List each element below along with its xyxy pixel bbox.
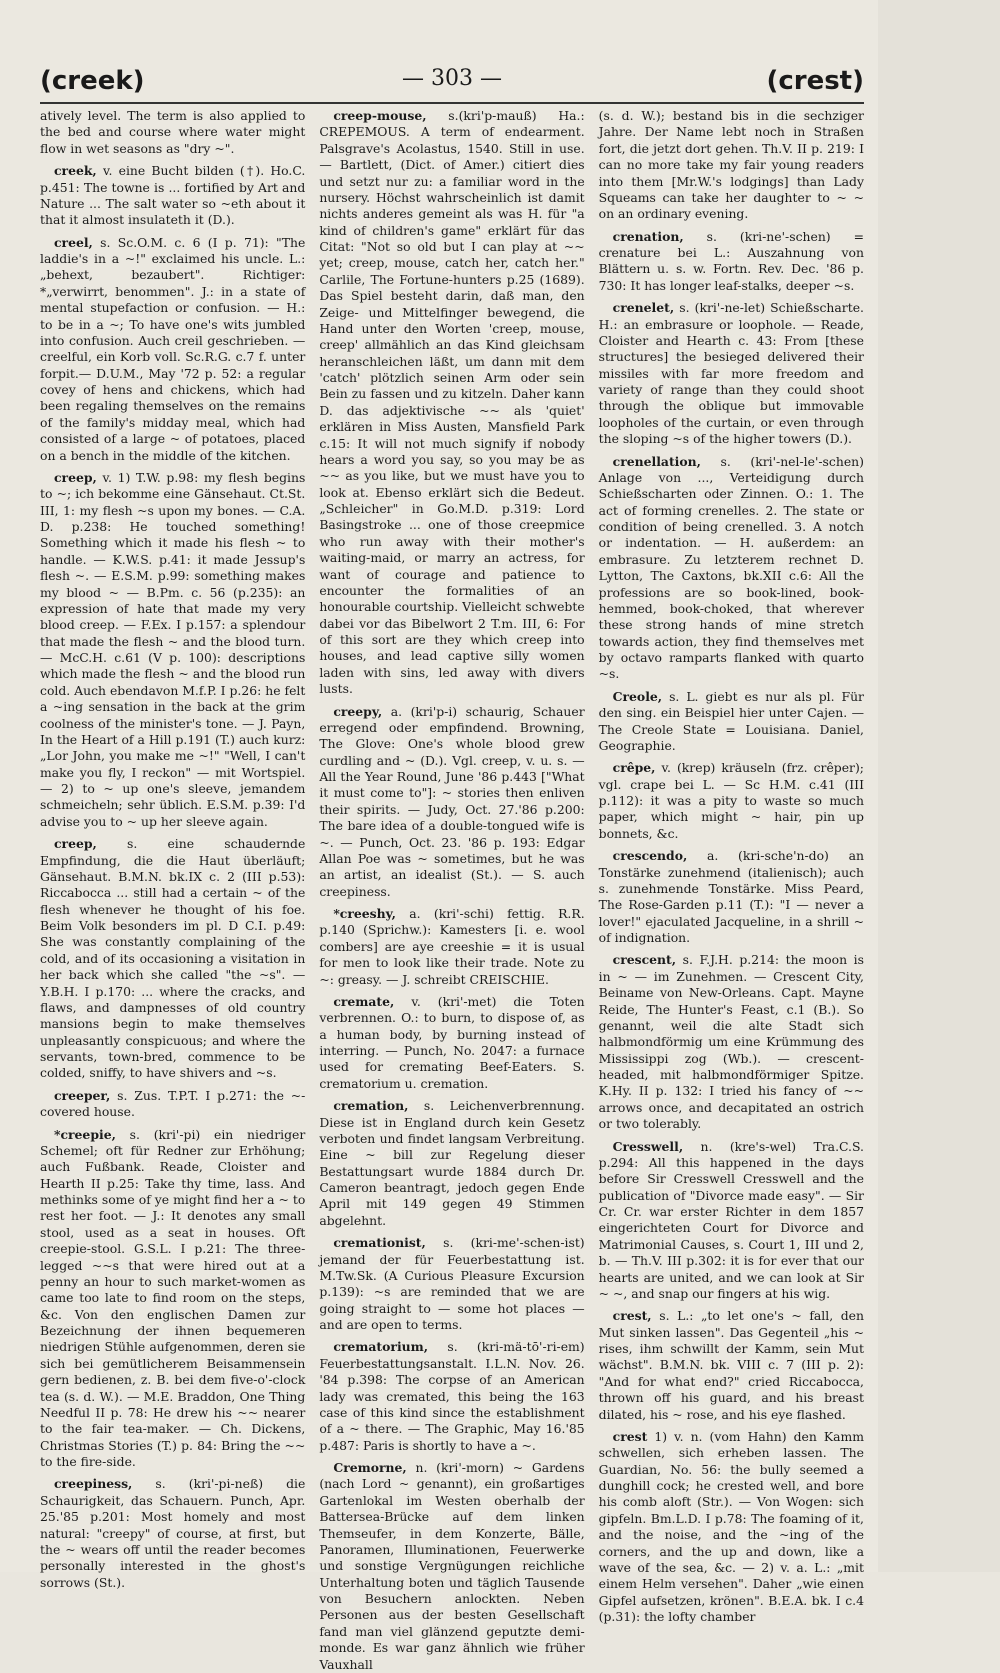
entry-text: atively level. The term is also applied to the bed and course where water might flow in wet seasons as "dry ~". [40, 108, 306, 156]
dictionary-entry [319, 704, 584, 901]
entry-text: 1) v. n. (vom Hahn) den Kamm schwellen, sich erheben lassen. The Guardian, No. 56: the bully seemed a dunghill cock; he crested well, and bore his comb aloft (Str.). — Von Wogen: sich gipfeln. Bm.L.D. I p.78: The foaming of it, and the noise, and the ~ing of the corners, and the up and down, like a wave of the sea, &c. — 2) v. a. L.: „mit einem Helm versehen". Daher „wie einen Gipfel aufsetzen, krönen". B.E.A. bk. I c.4 (p.31): the lofty chamber [598, 1428, 864, 1624]
dictionary-entry [319, 1339, 584, 1454]
left-running-head: (creek) [40, 66, 145, 96]
entry-text: a. (kri'p-i) schaurig, Schauer erregend oder empfindend. Browning, The Glove: One's whole blood grew curdling and ~ (D.). Vgl. creep, v. u. s. — All the Year Round, June '86 p.443 ["What it must come to"]: ~ stories then enliven their spirits. — Judy, Oct. 27.'86 p.200: The bare idea of a double-tongued wife is ~. — Punch, Oct. 23. '86 p. 193: Edgar Allan Poe was ~ sometimes, but he was an artist, an idealist (St.). — S. auch creepiness. [319, 703, 585, 899]
entry-headword: crenelet, [612, 300, 675, 316]
dictionary-entry [599, 300, 864, 447]
entry-text: s. (kri-mä-tō'-ri-em) Feuerbestattungsanstalt. I.L.N. Nov. 26. '84 p.398: The corpse of an American lady was cremated, this being the 163 case of this kind since the establishment of a ~ there. — The Graphic, May 16.'85 p.487: Paris is shortly to have a ~. [319, 1339, 585, 1453]
entry-headword: cremate, [333, 993, 395, 1009]
entry-headword: Cremorne, [333, 1460, 407, 1475]
entry-text: v. (krep) kräuseln (frz. crêper); vgl. crape bei L. — Sc H.M. c.41 (III p.112): it was a pity to waste so much paper, which might ~ hair, pin up bonnets, &c. [598, 760, 864, 841]
page-margin [878, 0, 1000, 1572]
entry-headword: creep, [54, 469, 97, 485]
entry-headword: Creole, [612, 688, 663, 704]
entry-text: s. (kri-ne'-schen) = crenature bei L.: Auszahnung von Blättern u. s. w. Fortn. Rev. Dec. '86 p. 730: It has longer leaf-stalks, deeper ~s. [598, 228, 864, 293]
dictionary-entry [40, 108, 305, 157]
dictionary-entry [599, 848, 864, 946]
dictionary-entry [599, 1139, 864, 1303]
entry-headword: Cresswell, [612, 1138, 684, 1154]
entry-text: s. (kri-me'-schen-ist) jemand der für Feuerbestattung ist. M.Tw.Sk. (A Curious Pleasure Excursion p.139): ~s are reminded that we are going straight to — some hot places — and are open to terms. [319, 1235, 585, 1332]
dictionary-entry [40, 163, 305, 229]
entry-text: s. F.J.H. p.214: the moon is in ~ — im Zunehmen. — Crescent City, Beiname von New-Orleans. Capt. Mayne Reide, The Hunter's Feast, c.1 (B.). So genannt, weil die alte Stadt sich halbmondförmig um eine Krümmung des Mississippi zog (Wb.). — crescent-headed, mit halbmondförmiger Spitze. K.Hy. II p. 132: I tried his fancy of ~~ arrows once, and decapitated an ostrich or two tolerably. [598, 952, 864, 1132]
entry-headword: crenellation, [612, 453, 701, 469]
entry-headword: creep, [54, 836, 97, 852]
entry-text: s. L.: „to let one's ~ fall, den Mut sinken lassen". Das Gegenteil „his ~ rises, ihm schwillt der Kamm, sein Mut wächst". B.M.N. bk. VIII c. 7 (III p. 2): "And for what end?" cried Riccabocca, thrown off his guard, and his breast dilated, his ~ rose, and his eye flashed. [598, 1308, 864, 1422]
right-running-head: (crest) [766, 66, 864, 96]
entry-text: v. eine Bucht bilden (†). Ho.C. p.451: The towne is ... fortified by Art and Nature ... The salt water so ~eth about it that it almost insulateth it (D.). [40, 163, 306, 228]
entry-headword: crêpe, [612, 760, 656, 776]
dictionary-entry [599, 689, 864, 755]
dictionary-entry [319, 1460, 584, 1673]
entry-text: n. (kre's-wel) Tra.C.S. p.294: All this happened in the days before Sir Cresswell Cresswell and the publication of "Divorce made easy". — Sir Cr. Cr. war erster Richter in dem 1857 eingerichteten Court for Divorce and Matrimonial Causes, s. Court 1, III und 2, b. — Th.V. III p.302: it is for ever that our hearts are united, and we can look at Sir ~ ~, and snap our fingers at his wig. [598, 1138, 864, 1301]
entry-headword: creeper, [54, 1087, 111, 1103]
column-3 [598, 108, 864, 1624]
column-2 [319, 108, 585, 1672]
entry-headword: creek, [54, 163, 97, 179]
entry-text: a. (kri'-schi) fettig. R.R. p.140 (Sprichw.): Kamesters [i. e. wool combers] are aye creeshie = it is usual for men to look like their trade. Note zu ~: greasy. — J. schreibt CREISCHIE. [319, 906, 585, 987]
dictionary-entry [40, 470, 305, 830]
text-columns [40, 108, 864, 1672]
entry-text: v. (kri'-met) die Toten verbrennen. O.: to burn, to dispose of, as a human body, by burning instead of interring. — Punch, No. 2047: a furnace used for cremating Beef-Eaters. S. crematorium u. cremation. [319, 993, 585, 1091]
entry-headword: crenation, [612, 228, 684, 244]
entry-headword: creel, [54, 234, 93, 250]
dictionary-entry [599, 952, 864, 1132]
entry-text: s. L. giebt es nur als pl. Für den sing. ein Beispiel hier unter Cajen. — The Creole State = Louisiana. Daniel, Geographie. [598, 688, 864, 753]
entry-headword: crescent, [612, 952, 677, 968]
entry-headword: cremationist, [333, 1235, 426, 1251]
entry-headword: *creepie, [54, 1126, 116, 1142]
header-rule [40, 102, 864, 104]
dictionary-entry [40, 836, 305, 1082]
entry-text: s. Leichenverbrennung. Diese ist in England durch kein Gesetz verboten und findet langsam Verbreitung. Eine ~ bill zur Regelung dieser Bestattungsart wurde 1884 durch Dr. Cameron beantragt, jedoch gegen Ende April mit 149 gegen 49 Stimmen abgelehnt. [319, 1098, 585, 1228]
dictionary-entry [319, 906, 584, 988]
entry-headword: cremation, [333, 1098, 409, 1114]
dictionary-entry [40, 1127, 305, 1471]
entry-text: s. (kri'-pi) ein niedriger Schemel; oft für Redner zur Erhöhung; auch Fußbank. Reade, Cloister and Hearth II p.25: Take thy time, lass. And methinks some of ye might find her a ~ to rest her foot. — J.: It denotes any small stool, used as a seat in houses. Oft creepie-stool. G.S.L. I p.21: The three-legged ~~s that were hired out at a penny an hour to such market-women as came too late to find room on the steps, &c. Von den englischen Damen zur Bezeichnung der ihnen bequemeren niedrigen Stühle aufgenommen, deren sie sich bei gemütlicherem Beisammensein gern bedienen, z. B. bei dem five-o'-clock tea (s. d. W.). — M.E. Braddon, One Thing Needful II p. 78: He drew his ~~ nearer to the fair tea-maker. — Ch. Dickens, Christmas Stories (T.) p. 84: Bring the ~~ to the fire-side. [40, 1126, 306, 1469]
column-1 [40, 108, 306, 1590]
dictionary-entry [40, 1476, 305, 1591]
entry-text: (s. d. W.); bestand bis in die sechziger Jahre. Der Name lebt noch in Straßen fort, die jetzt dort gehen. Th.V. II p. 219: I can no more take my fair young readers into them [Mr.W.'s lodgings] than Lady Squeams can take her daughter to ~ ~ on an ordinary evening. [598, 108, 864, 222]
entry-text: a. (kri-sche'n-do) an Tonstärke zunehmend (italienisch); auch s. zunehmende Tonstärke. Miss Peard, The Rose-Garden p.11 (T.): "I — never a lover!" ejaculated Jacqueline, in a shrill ~ of indignation. [598, 848, 864, 945]
entry-text: s. (kri'-ne-let) Schießscharte. H.: an embrasure or loophole. — Reade, Cloister and Hearth c. 43: From [these structures] the besieged delivered their missiles with far more freedom and variety of range than they could shoot through the oblique but immovable loopholes of the curtain, or even through the sloping ~s of the higher towers (D.). [598, 300, 864, 447]
entry-headword: crest, [612, 1308, 652, 1324]
entry-text: s. (kri'-pi-neß) die Schaurigkeit, das Schauern. Punch, Apr. 25.'85 p.201: Most homely and most natural: "creepy" of course, at first, but the ~ wears off until the reader becomes personally interested in the ghost's sorrows (St.). [40, 1476, 306, 1590]
entry-headword: crescendo, [612, 848, 688, 864]
entry-headword: crest [612, 1428, 648, 1444]
dictionary-entry [40, 235, 305, 464]
entry-headword: *creeshy, [333, 906, 396, 921]
dictionary-entry [599, 454, 864, 683]
dictionary-entry [319, 994, 584, 1092]
dictionary-entry [599, 760, 864, 842]
entry-text: s. (kri'-nel-le'-schen) Anlage von ..., Verteidigung durch Schießscharten oder Zinnen. O.: 1. The act of forming crenelles. 2. The state or condition of being crenelled. 3. A notch or indentation. — H. außerdem: an embrasure. Zu letzterem rechnet D. Lytton, The Caxtons, bk.XII c.6: All the professions are so book-lined, book-hemmed, book-choked, that wherever these strong hands of mine stretch towards action, they find themselves met by octavo ramparts flanked with quarto ~s. [598, 453, 864, 682]
page-header [40, 60, 864, 100]
entry-text: n. (kri'-morn) ~ Gardens (nach Lord ~ genannt), ein großartiges Gartenlokal im Westen oberhalb der Battersea-Brücke auf dem linken Themseufer, in dem Konzerte, Bälle, Panoramen, Illuminationen, Feuerwerke und sonstige Vergnügungen reichliche Unterhaltung boten und täglich Tausende von Besuchern anlockten. Neben Personen aus der besten Gesellschaft fand man viel glänzend geputzte demi-monde. Es war ganz ähnlich wie früher Vauxhall [319, 1460, 585, 1672]
dictionary-entry [599, 1429, 864, 1626]
entry-headword: crematorium, [333, 1339, 429, 1355]
page-number: — 303 — [402, 66, 502, 91]
dictionary-entry [599, 108, 864, 223]
dictionary-entry [599, 229, 864, 295]
entry-text: s. Zus. T.P.T. I p.271: the ~-covered house. [40, 1087, 306, 1120]
dictionary-entry [599, 1308, 864, 1423]
entry-text: s. Sc.O.M. c. 6 (I p. 71): "The laddie's in a ~!" exclaimed his uncle. L.: „behext, bezaubert". Richtiger: *„verwirrt, benommen". J.: in a state of mental stupefaction or confusion. — H.: to be in a ~; To have one's wits jumbled into confusion. Auch creil geschrieben. — creelful, ein Korb voll. Sc.R.G. c.7 f. unter forpit.— D.U.M., May '72 p. 52: a regular covey of hens and chickens, which had been regaling themselves on the remains of the family's midday meal, which had consisted of a large ~ of potatoes, placed on a bench in the middle of the kitchen. [40, 234, 306, 463]
dictionary-entry [319, 1235, 584, 1333]
entry-headword: creepiness, [54, 1476, 133, 1492]
entry-text: v. 1) T.W. p.98: my flesh begins to ~; ich bekomme eine Gänsehaut. Ct.St. III, 1: my flesh ~s upon my bones. — C.A. D. p.238: He touched something! Something which it made his flesh ~ to handle. — K.W.S. p.41: it made Jessup's flesh ~. — E.S.M. p.99: something makes my blood ~ — B.Pm. c. 56 (p.235): an expression of hate that made my very blood creep. — F.Ex. I p.157: a splendour that made the flesh ~ and the blood turn. — McC.H. c.61 (V p. 100): descriptions which made the flesh ~ and the blood run cold. Auch ebendavon M.f.P. I p.26: he felt a ~ing sensation in the back at the grim coolness of the minister's tone. — J. Payn, In the Heart of a Hill p.191 (T.) auch kurz: „Lor John, you make me ~!" "Well, I can't make you fly, I reckon" — mit Wortspiel. — 2) to ~ up one's sleeve, jemandem schmeicheln; sehr üblich. E.S.M. p.39: I'd advise you to ~ up her sleeve again. [40, 469, 306, 829]
dictionary-entry [319, 1098, 584, 1229]
entry-text: s.(kri'p-mauß) Ha.: CREPEMOUS. A term of endearment. Palsgrave's Acolastus, 1540. Still in use. — Bartlett, (Dict. of Amer.) citiert dies und setzt nur zu: a familiar word in the nursery. Höchst wahrscheinlich ist damit nichts anderes gemeint als was H. für "a kind of children's game" erklärt für das Citat: "Not so old but I can play at ~~ yet; creep, mouse, catch her, catch her." Carlile, The Fortune-hunters p.25 (1689). Das Spiel besteht darin, daß man, den Zeige- und Mittelfinger bewegend, die Hand unter den Worten 'creep, mouse, creep' allmählich an das Kind gleichsam heranschleichen läßt, um dann mit dem 'catch' plötzlich seinen Arm oder sein Bein zu fassen und zu kitzeln. Daher kann D. das adjektivische ~~ als 'quiet' erklären in Miss Austen, Mansfield Park c.15: It will not much signify if nobody hears a word you say, so you may be as ~~ as you like, but we must have you to look at. Ebenso erklärt sich die Bedeut. „Schleicher" in Go.M.D. p.319: Lord Basingstroke ... one of those creepmice who run away with their mother's waiting-maid, or marry an actress, for want of courage and patience to encounter the formalities of an honourable courtship. Vielleicht schwebte dabei vor das Bibelwort 2 T.m. III, 6: For of this sort are they which creep into houses, and lead captive silly women laden with sins, led away with divers lusts. [319, 108, 585, 697]
entry-text: s. eine schaudernde Empfindung, die die Haut überläuft; Gänsehaut. B.M.N. bk.IX c. 2 (III p.53): Riccabocca ... still had a certain ~ of the flesh whenever he thought of his foe. Beim Volk besonders im pl. D C.I. p.49: She was constantly complaining of the cold, and of its occasioning a visitation in her back which she called "the ~s". — Y.B.H. I p.170: ... where the cracks, and flaws, and dampnesses of old country mansions begin to make themselves unpleasantly conspicuous; and where the servants, town-bred, commence to be colded, sniffy, to have shivers and ~s. [40, 836, 306, 1081]
dictionary-entry [40, 1088, 305, 1121]
dictionary-entry [319, 108, 584, 698]
entry-headword: creepy, [333, 703, 383, 719]
entry-headword: creep-mouse, [333, 108, 427, 123]
